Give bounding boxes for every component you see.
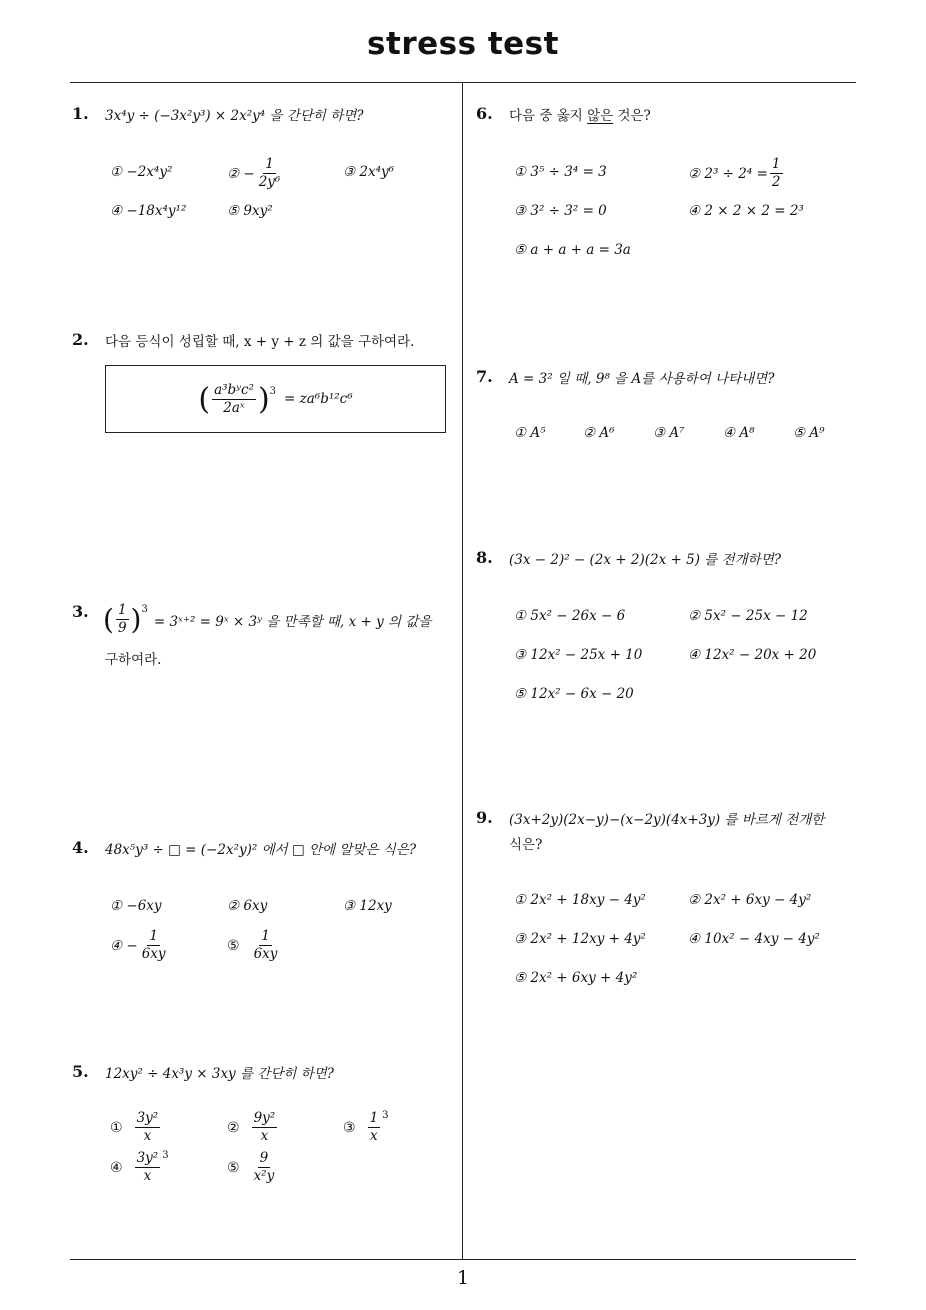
option-1[interactable]: ① −2x⁴y² bbox=[110, 164, 173, 180]
option-4[interactable]: ④ − $\frac{1}{6xy}$ bbox=[110, 928, 166, 962]
option-4[interactable]: ④ A⁸ bbox=[723, 425, 755, 441]
question-number: 6. bbox=[476, 104, 493, 123]
question-text: (3x+2y)(2x−y)−(x−2y)(4x+3y) 를 바르게 전개한 bbox=[509, 812, 825, 828]
question-text: A = 3² 일 때, 9⁸ 을 A를 사용하여 나타내면? bbox=[509, 371, 775, 387]
question-number: 9. bbox=[476, 808, 493, 827]
option-5[interactable]: ⑤ A⁹ bbox=[793, 425, 825, 441]
page-title: stress test bbox=[367, 26, 559, 62]
fraction: $\frac{1}{\text{2y⁶}}$ bbox=[258, 156, 281, 190]
question-5 bbox=[72, 1062, 457, 1197]
option-5[interactable]: ⑤ 12x² − 6x − 20 bbox=[514, 686, 634, 702]
question-number: 5. bbox=[72, 1062, 89, 1081]
option-2-label: ② − bbox=[227, 165, 255, 182]
option-3[interactable]: ③ 12xy bbox=[343, 898, 392, 914]
column-divider bbox=[462, 83, 463, 1260]
option-2[interactable]: ② $\frac{\text{9y²}}{x}$ bbox=[227, 1110, 276, 1144]
option-4[interactable]: ④ 12x² − 20x + 20 bbox=[688, 647, 817, 663]
header-rule bbox=[70, 82, 856, 83]
question-text: 다음 등식이 성립할 때, x + y + z 의 값을 구하여라. bbox=[105, 334, 415, 350]
question-number: 7. bbox=[476, 367, 493, 386]
question-6 bbox=[476, 104, 856, 274]
equation-box: ( $\frac{\text{a³bʸc²}}{\text{2aˣ}}$ ) 3 = za⁶b¹²c⁶ bbox=[105, 365, 446, 433]
option-5[interactable]: ⑤ 9xy² bbox=[227, 203, 273, 219]
option-2[interactable] bbox=[227, 156, 284, 191]
question-number: 8. bbox=[476, 548, 493, 567]
option-1[interactable]: ① −6xy bbox=[110, 898, 162, 914]
question-text: ( $\frac{1}{9}$ ) 3 = 3ˣ⁺² = 9ˣ × 3ʸ 을 만족할 때, x + y 의 값을 bbox=[103, 602, 432, 636]
question-text: (3x − 2)² − (2x + 2)(2x + 5) 를 전개하면? bbox=[509, 552, 781, 568]
option-5[interactable]: ⑤ $\frac{1}{6xy}$ bbox=[227, 928, 278, 962]
option-5[interactable]: ⑤ a + a + a = 3a bbox=[514, 242, 631, 258]
question-9 bbox=[476, 808, 861, 993]
option-3[interactable]: ③ 2x⁴y⁶ bbox=[343, 164, 395, 180]
question-number: 4. bbox=[72, 838, 89, 857]
option-2[interactable]: ② 2x² + 6xy − 4y² bbox=[688, 892, 812, 908]
option-1[interactable]: ① A⁵ bbox=[514, 425, 546, 441]
option-4[interactable]: ④ $\frac{\text{3y²}}{x}$ 3 bbox=[110, 1150, 169, 1184]
question-text: 다음 중 옳지 않은 것은? bbox=[509, 108, 651, 124]
question-3 bbox=[72, 602, 457, 682]
option-3[interactable]: ③ $\frac{1}{x}$ 3 bbox=[343, 1110, 389, 1144]
option-2[interactable]: ② A⁶ bbox=[583, 425, 615, 441]
option-4[interactable]: ④ −18x⁴y¹² bbox=[110, 203, 187, 219]
option-1[interactable]: ① 5x² − 26x − 6 bbox=[514, 608, 626, 624]
option-2[interactable]: ② 5x² − 25x − 12 bbox=[688, 608, 808, 624]
option-5[interactable]: ⑤ $\frac{9}{\text{x²y}}$ bbox=[227, 1150, 275, 1184]
question-text: 12xy² ÷ 4x³y × 3xy 를 간단히 하면? bbox=[105, 1066, 335, 1082]
question-text-line-2: 구하여라. bbox=[105, 652, 162, 668]
question-text-line-2: 식은? bbox=[509, 837, 543, 853]
option-2[interactable]: ② 6xy bbox=[227, 898, 268, 914]
option-3[interactable]: ③ 2x² + 12xy + 4y² bbox=[514, 931, 646, 947]
question-number: 2. bbox=[72, 330, 89, 349]
option-4[interactable]: ④ 2 × 2 × 2 = 2³ bbox=[688, 203, 804, 219]
option-5[interactable]: ⑤ 2x² + 6xy + 4y² bbox=[514, 970, 638, 986]
option-1[interactable]: ① 2x² + 18xy − 4y² bbox=[514, 892, 646, 908]
question-1 bbox=[72, 104, 452, 234]
footer-rule bbox=[70, 1259, 856, 1260]
question-number: 1. bbox=[72, 104, 89, 123]
option-3[interactable]: ③ 3² ÷ 3² = 0 bbox=[514, 203, 607, 219]
question-8 bbox=[476, 548, 856, 708]
question-text: 48x⁵y³ ÷ □ = (−2x²y)² 에서 □ 안에 알맞은 식은? bbox=[105, 842, 417, 858]
option-2[interactable]: ② 2³ ÷ 2⁴ = $\frac{1}{2}$ bbox=[688, 156, 781, 190]
page-number: 1 bbox=[456, 1267, 470, 1289]
option-1[interactable]: ① $\frac{\text{3y²}}{x}$ bbox=[110, 1110, 159, 1144]
option-3[interactable]: ③ 12x² − 25x + 10 bbox=[514, 647, 643, 663]
question-7 bbox=[476, 367, 856, 447]
question-text: 3x⁴y ÷ (−3x²y³) × 2x²y⁴ 을 간단히 하면? bbox=[105, 108, 364, 124]
question-number: 3. bbox=[72, 602, 89, 621]
question-4 bbox=[72, 838, 457, 968]
option-1[interactable]: ① 3⁵ ÷ 3⁴ = 3 bbox=[514, 164, 607, 180]
option-4[interactable]: ④ 10x² − 4xy − 4y² bbox=[688, 931, 820, 947]
option-3[interactable]: ③ A⁷ bbox=[653, 425, 685, 441]
